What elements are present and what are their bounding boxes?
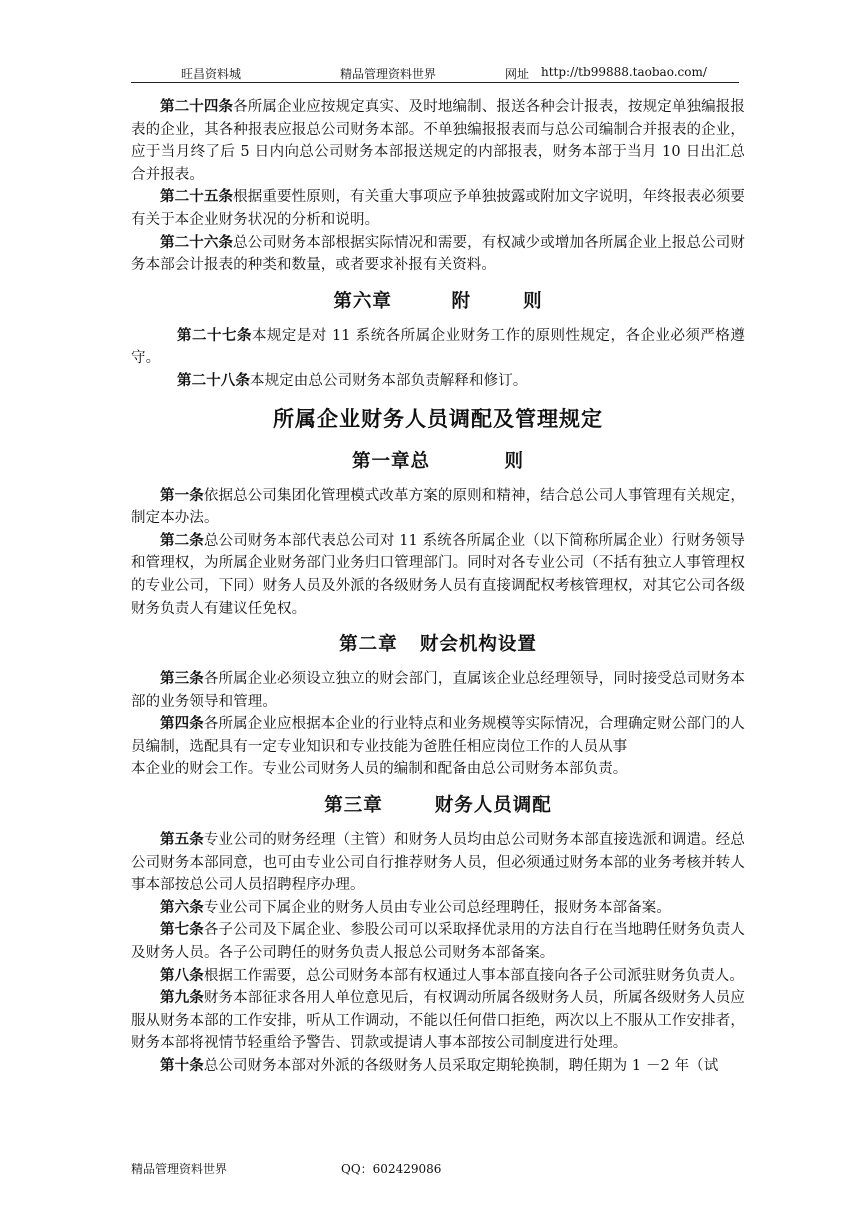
section-5 — [131, 829, 745, 897]
article-number: 第二条 — [160, 531, 204, 549]
article-number: 第四条 — [160, 715, 204, 733]
chapter-3-heading — [131, 791, 745, 817]
article-number: 第三条 — [160, 670, 204, 688]
chapter-2-heading — [131, 630, 745, 656]
article-24 — [131, 96, 745, 186]
article-number: 第六条 — [160, 898, 204, 916]
section-8 — [131, 965, 745, 988]
section-3 — [131, 668, 745, 713]
article-text: 总公司财务本部代表总公司对 11 系统各所属企业（以下简称所属企业）行财务领导和管理权，为所属企业财务部门业务归口管理部门。同时对各专业公司（不括有独立人事管理权的专业公司，下同）财务人员及外派的各级财务人员有直接调配权考核管理权，对其它公司各级财务负责人有建议任免权。 — [131, 532, 745, 617]
footer-qq: QQ：602429086 — [341, 1162, 442, 1176]
section-2 — [131, 530, 745, 620]
chapter-number: 第一章总 — [352, 450, 431, 472]
article-number: 第二十七条 — [177, 326, 252, 344]
section-4 — [131, 713, 745, 758]
article-number: 第九条 — [160, 989, 204, 1007]
article-text: 本规定是对 11 系统各所属企业财务工作的原则性规定，各企业必须严格遵守。 — [131, 327, 745, 367]
article-text: 根据工作需要，总公司财务本部有权通过人事本部直接向各子公司派驻财务负责人。 — [203, 967, 745, 984]
section-6 — [131, 897, 745, 920]
page-header — [131, 62, 739, 83]
header-middle: 精品管理资料世界 — [340, 67, 437, 81]
article-number: 第十条 — [160, 1057, 204, 1074]
article-text: 各所属企业应按规定真实、及时地编制、报送各种会计报表，按规定单独编报报表的企业，其各种报表应报总公司财务本部。不单独编报报表而与总公司编制合并报表的企业，应于当月终了后 5 日内向总公司财务本部报送规定的内部报表，财务本部于当月 10 日出汇总合并报表。 — [131, 99, 746, 183]
chapter-title-part: 财会机构设置 — [419, 634, 537, 656]
chapter-number: 第三章 — [324, 795, 383, 817]
article-text: 各所属企业必须设立独立的财会部门，直属该企业总经理领导，同时接受总司财务本部的业务领导和管理。 — [131, 671, 745, 710]
article-text: 各所属企业应根据本企业的行业特点和业务规模等实际情况，合理确定财公部门的人员编制，选配具有一定专业知识和专业技能为爸胜任相应岗位工作的人员从事 — [131, 716, 745, 755]
article-text: 本规定由总公司财务本部负责解释和修订。 — [250, 372, 528, 389]
article-text: 总公司财务本部根据实际情况和需要，有权减少或增加各所属企业上报总公司财务本部会计报表的种类和数量，或者要求补报有关资料。 — [131, 234, 746, 274]
chapter-title-part: 附 — [451, 290, 471, 312]
article-28 — [131, 370, 745, 393]
article-27 — [131, 325, 745, 370]
section-9 — [131, 987, 745, 1055]
chapter-6-heading — [131, 287, 745, 313]
article-text: 专业公司的财务经理（主管）和财务人员均由总公司财务本部直接选派和调遣。经总公司财务本部同意，也可由专业公司自行推荐财务人员，但必须通过财务本部的业务考核并转人事本部按总公司人员招聘程序办理。 — [131, 832, 745, 894]
article-number: 第二十八条 — [177, 371, 250, 389]
section-1 — [131, 485, 745, 530]
article-text: 专业公司下属企业的财务人员由专业公司总经理聘任，报财务本部备案。 — [203, 899, 672, 916]
article-text: 各子公司及下属企业、参股公司可以采取择优录用的方法自行在当地聘任财务负责人及财务人员。各子公司聘任的财务负责人报总公司财务本部备案。 — [131, 922, 745, 962]
section-7 — [131, 919, 745, 964]
article-text: 总公司财务本部对外派的各级财务人员采取定期轮换制，聘任期为 1 －2 年（试 — [203, 1058, 719, 1074]
article-25 — [131, 186, 745, 231]
article-number: 第五条 — [160, 831, 204, 849]
article-number: 第八条 — [160, 966, 204, 984]
chapter-number: 第二章 — [339, 634, 398, 656]
chapter-1-heading — [131, 447, 745, 473]
article-number: 第二十五条 — [160, 188, 234, 206]
header-left: 旺昌资料城 — [181, 67, 242, 81]
section-10 — [131, 1055, 745, 1078]
chapter-title-part: 则 — [523, 290, 543, 312]
chapter-number: 第六章 — [333, 290, 392, 312]
article-number: 第二十四条 — [160, 98, 234, 115]
article-26 — [131, 232, 745, 277]
document-body — [131, 96, 745, 1078]
header-url: http://tb99888.taobao.com/ — [541, 65, 707, 79]
chapter-title-part: 财务人员调配 — [434, 795, 552, 817]
article-text: 根据重要性原则，有关重大事项应予单独披露或附加文字说明，年终报表必须要有关于本企业财务状况的分析和说明。 — [131, 189, 746, 228]
article-text: 依据总公司集团化管理模式改革方案的原则和精神，结合总公司人事管理有关规定，制定本办法。 — [131, 487, 745, 527]
footer-left: 精品管理资料世界 — [131, 1162, 228, 1176]
article-number: 第二十六条 — [160, 233, 234, 251]
chapter-title-part: 则 — [504, 450, 524, 472]
article-number: 第七条 — [160, 921, 204, 939]
document-title: 所属企业财务人员调配及管理规定 — [273, 405, 603, 431]
article-number: 第一条 — [160, 486, 204, 504]
header-url-label: 网址 — [505, 67, 530, 81]
section-4-continued: 本企业的财会工作。专业公司财务人员的编制和配备由总公司财务本部负责。 — [131, 761, 628, 778]
article-text: 财务本部征求各用人单位意见后，有权调动所属各级财务人员，所属各级财务人员应服从财务本部的工作安排，听从工作调动，不能以任何借口拒绝，两次以上不服从工作安排者，财务本部将视情节轻重给予警告、罚款或提请人事本部按公司制度进行处理。 — [131, 990, 745, 1052]
